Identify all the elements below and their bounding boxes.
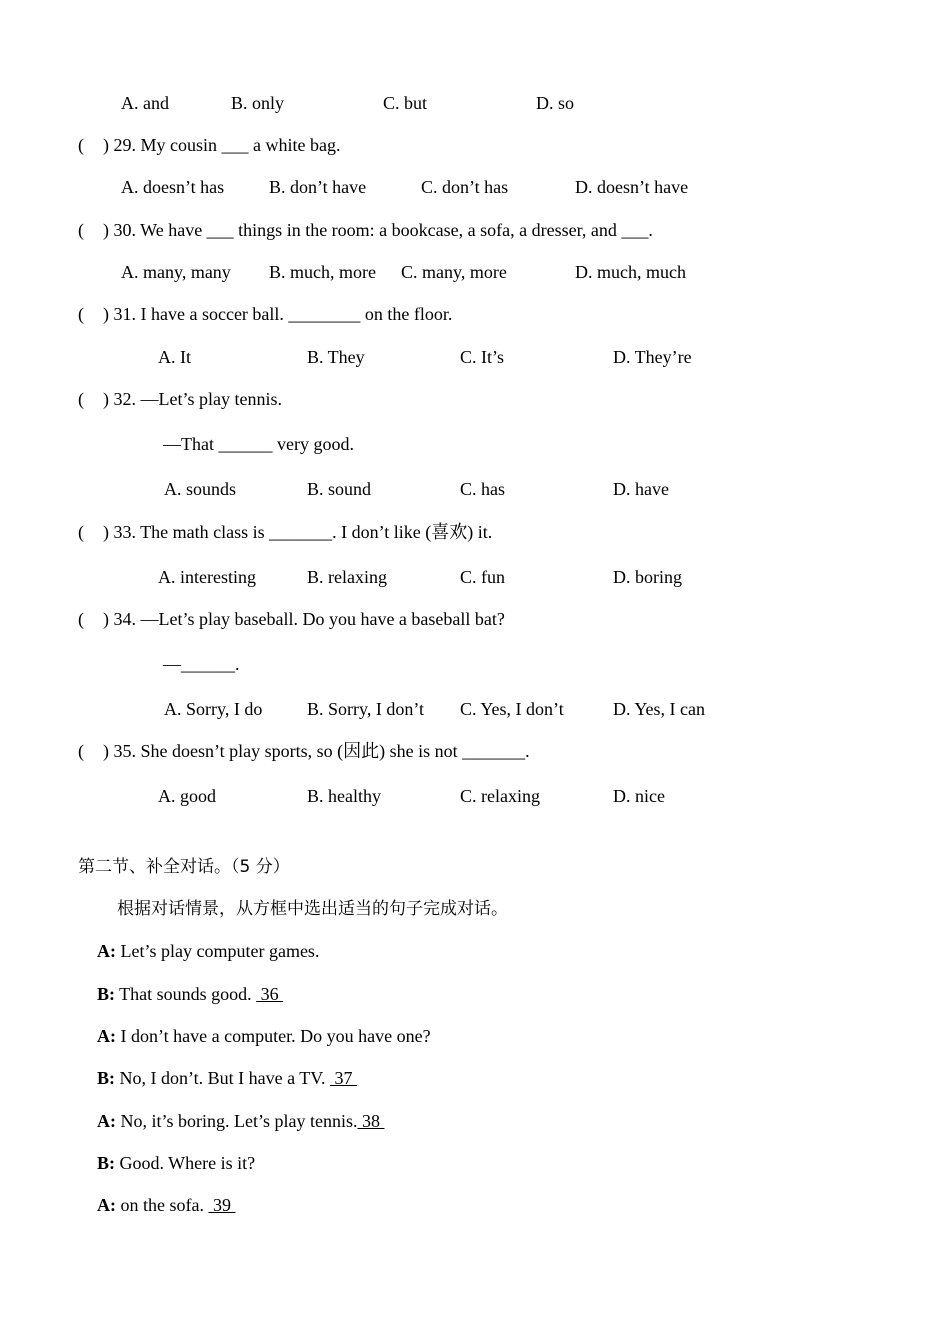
q31-option-c: C. It’s [460,347,505,367]
q35-option-c: C. relaxing [460,786,540,806]
dialogue-speaker: A: [97,1026,116,1046]
blank-38: 38 [357,1111,385,1131]
dialogue-text: No, it’s boring. Let’s play tennis. [116,1111,358,1131]
q35-option-a: A. good [158,786,216,806]
q28-option-a: A. and [121,93,169,113]
q32-option-d: D. have [613,479,669,499]
dialogue-line [97,1152,255,1174]
dialogue-text: Good. Where is it? [115,1153,256,1173]
q31-answer-paren: ( [78,304,84,324]
blank-39: 39 [208,1195,236,1215]
q28-option-b: B. only [231,93,285,113]
q34-answer-paren: ( [78,609,84,629]
q33-option-b: B. relaxing [307,567,387,587]
dialogue-line [97,940,319,962]
q29-option-c: C. don’t has [421,177,509,197]
dialogue-speaker: A: [97,1111,116,1131]
q32-answer-paren: ( [78,389,84,409]
dialogue-line [97,1025,431,1047]
blank-36: 36 [256,984,284,1004]
q34-stem: ) 34. —Let’s play baseball. Do you have a baseball bat? [103,609,505,629]
q35-stem: ) 35. She doesn’t play sports, so (因此) she is not _______. [103,741,530,761]
dialogue-speaker: B: [97,1153,115,1173]
dialogue-line [97,1110,384,1132]
dialogue-text: Let’s play computer games. [116,941,320,961]
dialogue-text: That sounds good. [115,984,257,1004]
q30-answer-paren: ( [78,220,84,240]
q29-stem: ) 29. My cousin ___ a white bag. [103,135,341,155]
q33-option-a: A. interesting [158,567,256,587]
q33-option-c: C. fun [460,567,505,587]
q32-reply: —That ______ very good. [163,434,354,454]
dialogue-text: on the sofa. [116,1195,209,1215]
dialogue-speaker: B: [97,1068,115,1088]
section-2-title: 第二节、补全对话。（5 分） [78,857,290,877]
q30-option-c: C. many, more [401,262,507,282]
q32-option-c: C. has [460,479,505,499]
q35-option-d: D. nice [613,786,665,806]
dialogue-speaker: A: [97,1195,116,1215]
dialogue-speaker: B: [97,984,115,1004]
dialogue-line [97,1194,235,1216]
q33-stem: ) 33. The math class is _______. I don’t like (喜欢) it. [103,522,493,542]
blank-37: 37 [329,1068,357,1088]
q32-option-b: B. sound [307,479,372,499]
q30-option-d: D. much, much [575,262,686,282]
q34-option-a: A. Sorry, I do [164,699,263,719]
section-2-instruction: 根据对话情景，从方框中选出适当的句子完成对话。 [117,899,508,919]
q31-option-a: A. It [158,347,191,367]
q34-option-d: D. Yes, I can [613,699,705,719]
q28-option-c: C. but [383,93,428,113]
q34-option-b: B. Sorry, I don’t [307,699,424,719]
q32-option-a: A. sounds [164,479,237,499]
dialogue-line [97,983,283,1005]
dialogue-line [97,1067,357,1089]
q31-option-b: B. They [307,347,365,367]
q28-option-d: D. so [536,93,575,113]
q35-answer-paren: ( [78,741,84,761]
q29-option-a: A. doesn’t has [121,177,225,197]
dialogue-text: No, I don’t. But I have a TV. [115,1068,330,1088]
q30-option-b: B. much, more [269,262,376,282]
q29-option-b: B. don’t have [269,177,367,197]
q31-stem: ) 31. I have a soccer ball. ________ on the floor. [103,304,453,324]
q33-option-d: D. boring [613,567,682,587]
q29-answer-paren: ( [78,135,84,155]
q33-answer-paren: ( [78,522,84,542]
q32-stem: ) 32. —Let’s play tennis. [103,389,282,409]
dialogue-text: I don’t have a computer. Do you have one? [116,1026,431,1046]
q34-option-c: C. Yes, I don’t [460,699,564,719]
q35-option-b: B. healthy [307,786,381,806]
q29-option-d: D. doesn’t have [575,177,689,197]
dialogue-speaker: A: [97,941,116,961]
q30-option-a: A. many, many [121,262,231,282]
q30-stem: ) 30. We have ___ things in the room: a bookcase, a sofa, a dresser, and ___. [103,220,653,240]
q34-reply: —______. [163,654,240,674]
q31-option-d: D. They’re [613,347,692,367]
